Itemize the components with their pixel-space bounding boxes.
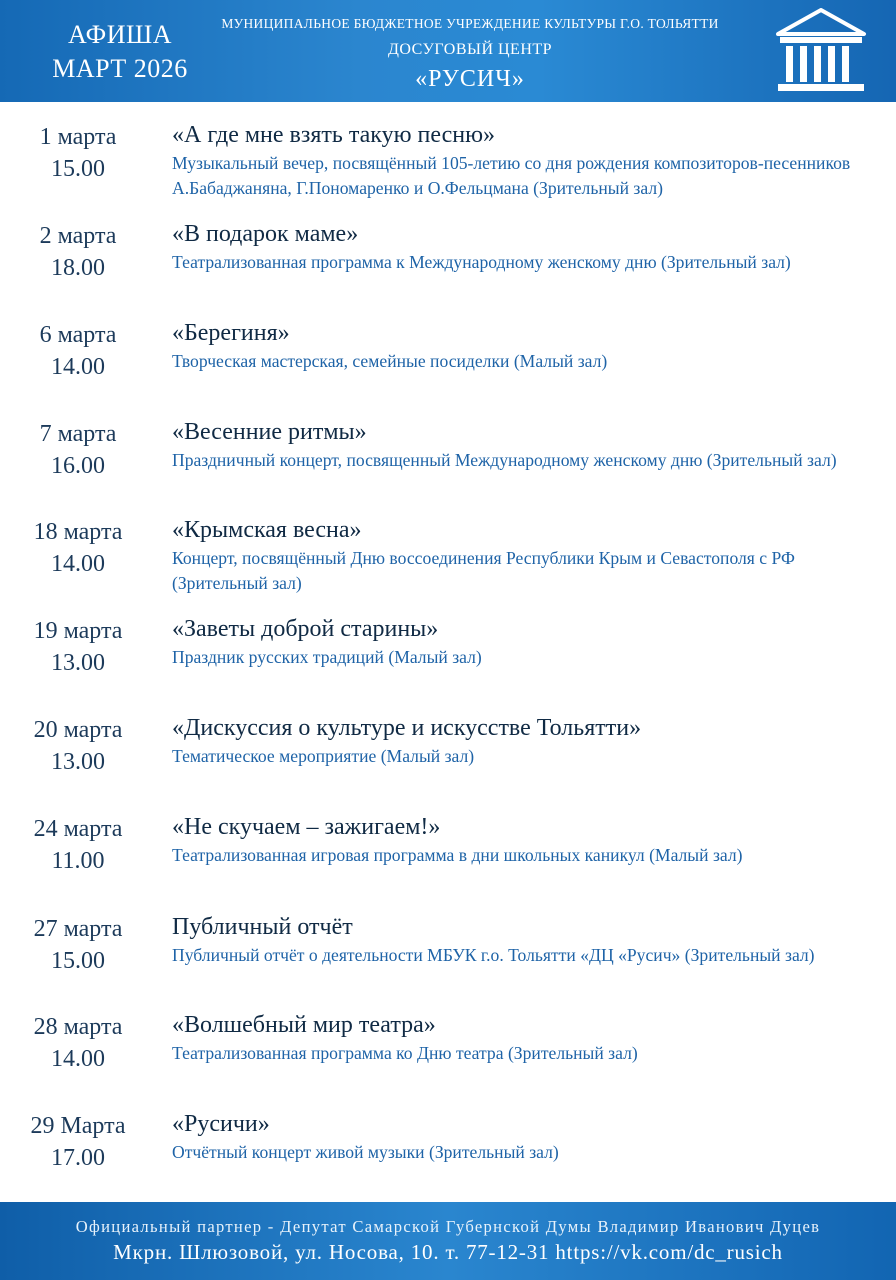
footer-banner	[0, 1202, 896, 1280]
event-time: 17.00	[51, 1145, 105, 1171]
event-description: Тематическое мероприятие (Малый зал)	[172, 746, 475, 766]
event-date: 27 марта	[33, 916, 123, 942]
event-description: Праздник русских традиций (Малый зал)	[172, 647, 482, 667]
event-date: 28 марта	[33, 1014, 123, 1040]
event-description: Концерт, посвящённый Дню воссоединения Республики Крым и Севастополя с РФ (Зрительный зал)	[172, 548, 795, 593]
event-title: Публичный отчёт	[172, 914, 353, 940]
event-time: 15.00	[51, 948, 105, 974]
organization-block	[200, 14, 740, 94]
event-title: «Дискуссия о культуре и искусстве Тольятти»	[172, 715, 642, 741]
event-title: «Русичи»	[172, 1111, 270, 1137]
event-date: 20 марта	[33, 717, 123, 743]
event-time: 16.00	[51, 453, 105, 479]
event-description: Театрализованная программа к Международному женскому дню (Зрительный зал)	[172, 252, 791, 272]
event-date-block	[10, 121, 146, 185]
footer-contacts: Мкрн. Шлюзовой, ул. Носова, 10. т. 77-12-31 https://vk.com/dc_rusich	[113, 1240, 783, 1264]
event-date-block	[10, 913, 146, 977]
event-title: «А где мне взять такую песню»	[172, 122, 496, 148]
event-description: Праздничный концерт, посвященный Международному женскому дню (Зрительный зал)	[172, 450, 837, 470]
event-date: 18 марта	[33, 519, 123, 545]
event-date: 6 марта	[39, 322, 117, 348]
event-time: 14.00	[51, 354, 105, 380]
event-date-block	[10, 220, 146, 284]
event-description: Отчётный концерт живой музыки (Зрительный зал)	[172, 1142, 559, 1162]
event-time: 14.00	[51, 551, 105, 577]
event-date: 19 марта	[33, 618, 123, 644]
event-date-block	[10, 319, 146, 383]
event-title: «Весенние ритмы»	[172, 419, 367, 445]
event-date-block	[10, 714, 146, 778]
footer-partner: Официальный партнер - Депутат Самарской Губернской Думы Владимир Иванович Дуцев	[75, 1217, 821, 1236]
event-description: Творческая мастерская, семейные посиделки (Малый зал)	[172, 351, 608, 371]
afisha-month: МАРТ 2026	[52, 54, 188, 83]
event-title: «Волшебный мир театра»	[172, 1012, 436, 1038]
event-date-block	[10, 1011, 146, 1075]
event-date: 29 Марта	[30, 1113, 126, 1139]
afisha-title: АФИША	[68, 20, 172, 49]
event-title: «В подарок маме»	[172, 221, 359, 247]
event-date: 24 марта	[33, 816, 123, 842]
event-date: 2 марта	[39, 223, 117, 249]
org-line2: ДОСУГОВЫЙ ЦЕНТР	[387, 41, 553, 58]
building-columns-icon	[774, 8, 868, 94]
event-date: 7 марта	[39, 421, 117, 447]
header-banner	[0, 0, 896, 102]
event-title: «Берегиня»	[172, 320, 290, 346]
event-date-block	[10, 516, 146, 580]
afisha-block	[20, 18, 220, 86]
event-date-block	[10, 615, 146, 679]
event-description: Театрализованная программа ко Дню театра (Зрительный зал)	[172, 1043, 638, 1063]
event-description: Публичный отчёт о деятельности МБУК г.о. Тольятти «ДЦ «Русич» (Зрительный зал)	[172, 945, 815, 965]
event-date-block	[10, 813, 146, 877]
event-date-block	[10, 1110, 146, 1174]
event-title: «Не скучаем – зажигаем!»	[172, 814, 441, 840]
event-time: 15.00	[51, 156, 105, 182]
event-description: Театрализованная игровая программа в дни школьных каникул (Малый зал)	[172, 845, 743, 865]
org-line1: МУНИЦИПАЛЬНОЕ БЮДЖЕТНОЕ УЧРЕЖДЕНИЕ КУЛЬТУРЫ Г.О. ТОЛЬЯТТИ	[221, 16, 719, 31]
event-date-block	[10, 418, 146, 482]
event-time: 13.00	[51, 650, 105, 676]
event-description: Музыкальный вечер, посвящённый 105-летию со дня рождения композиторов-песенников А.Бабаджаняна, Г.Пономаренко и О.Фельцмана (Зрительный зал)	[172, 153, 851, 198]
event-time: 11.00	[51, 848, 105, 874]
event-date: 1 марта	[39, 124, 117, 150]
org-name: «РУСИЧ»	[415, 66, 525, 92]
event-title: «Крымская весна»	[172, 517, 362, 543]
event-time: 18.00	[51, 255, 105, 281]
event-title: «Заветы доброй старины»	[172, 616, 439, 642]
event-time: 13.00	[51, 749, 105, 775]
event-time: 14.00	[51, 1046, 105, 1072]
